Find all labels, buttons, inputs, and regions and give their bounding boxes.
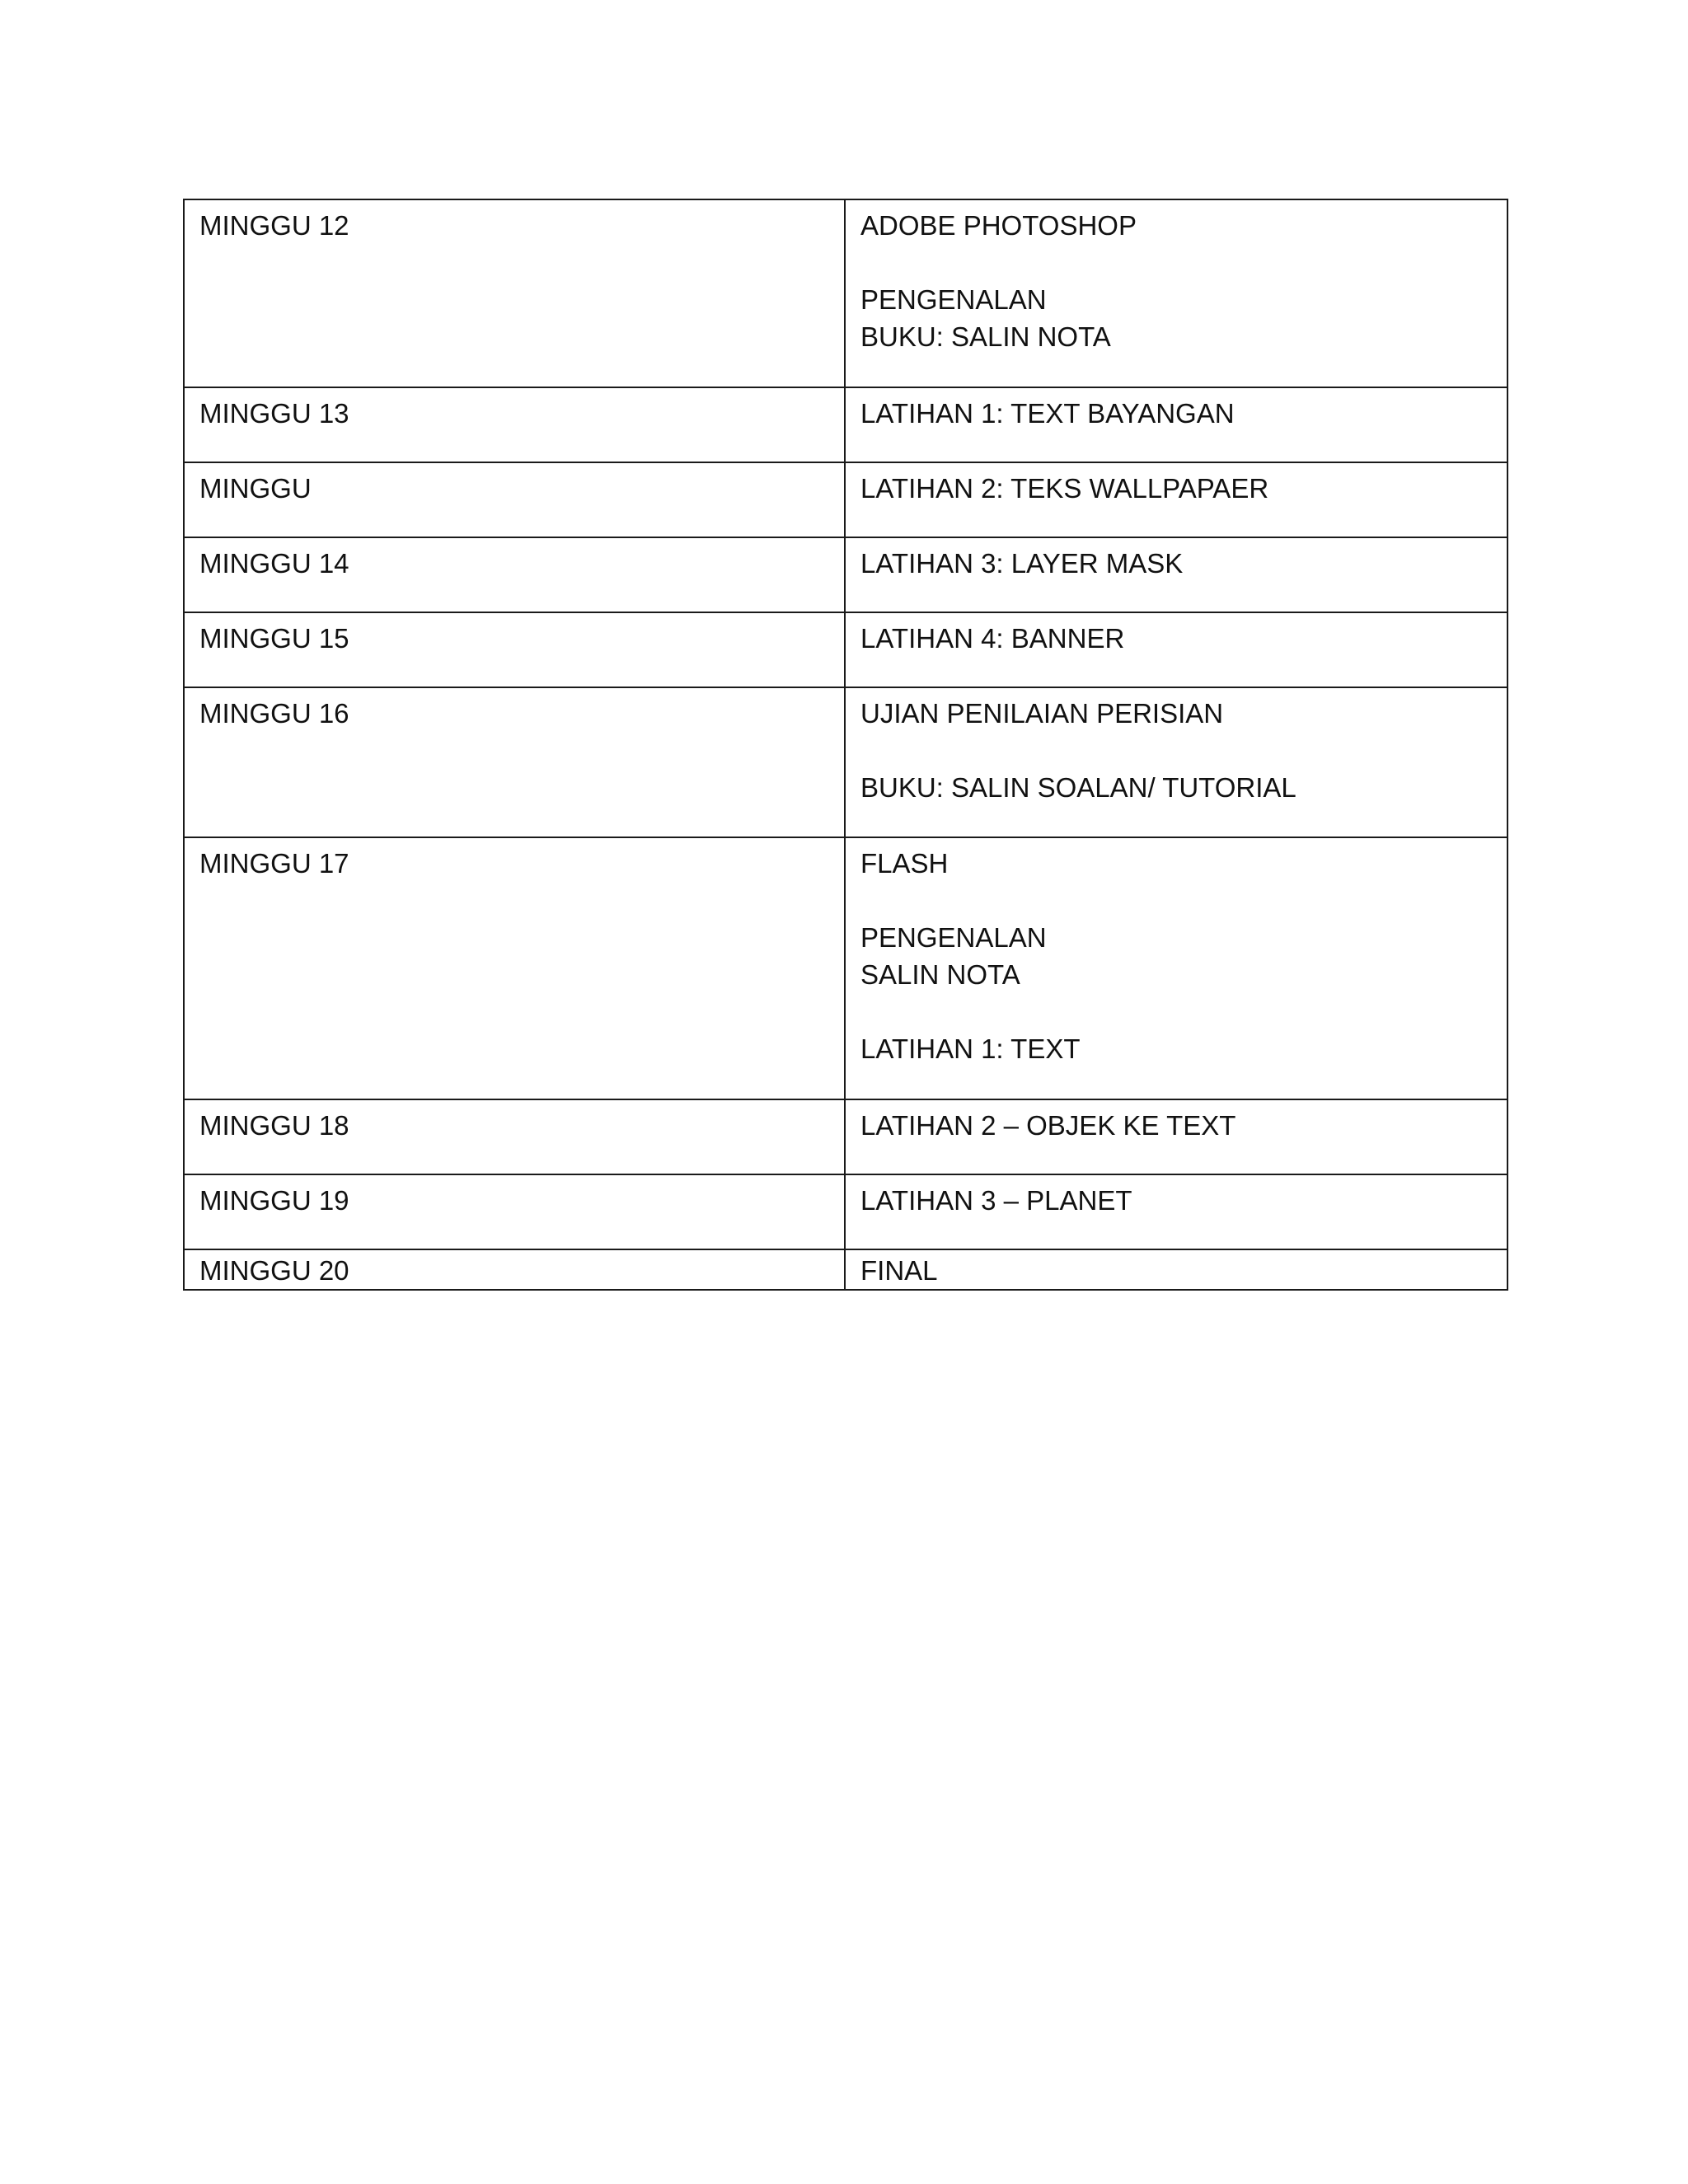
- topic-line: LATIHAN 1: TEXT BAYANGAN: [860, 398, 1235, 429]
- topic-line: SALIN NOTA: [860, 959, 1020, 990]
- topic-cell: [845, 612, 1507, 687]
- topic-line: PENGENALAN: [860, 284, 1047, 315]
- topic-line: BUKU: SALIN NOTA: [860, 321, 1111, 352]
- topic-line: LATIHAN 2 – OBJEK KE TEXT: [860, 1110, 1236, 1141]
- week-cell: [184, 1249, 845, 1290]
- table-row: [184, 1249, 1507, 1290]
- table-row: [184, 687, 1507, 837]
- table-row: [184, 537, 1507, 612]
- topic-line: LATIHAN 1: TEXT: [860, 1033, 1081, 1064]
- week-cell: [184, 687, 845, 837]
- schedule-table: [183, 199, 1508, 1291]
- topic-line: LATIHAN 4: BANNER: [860, 623, 1125, 654]
- topic-line: BUKU: SALIN SOALAN/ TUTORIAL: [860, 772, 1296, 803]
- week-label: MINGGU 12: [199, 210, 349, 241]
- table-row: [184, 1174, 1507, 1249]
- week-label: MINGGU 19: [199, 1185, 349, 1216]
- week-cell: [184, 199, 845, 387]
- week-cell: [184, 1099, 845, 1174]
- week-label: MINGGU 17: [199, 848, 349, 879]
- topic-cell: [845, 199, 1507, 387]
- topic-line: FLASH: [860, 848, 949, 879]
- topic-line: LATIHAN 3: LAYER MASK: [860, 548, 1184, 579]
- week-cell: [184, 462, 845, 537]
- topic-cell: [845, 1174, 1507, 1249]
- table-row: [184, 387, 1507, 462]
- week-cell: [184, 837, 845, 1099]
- week-label: MINGGU 15: [199, 623, 349, 654]
- week-label: MINGGU 20: [199, 1255, 349, 1286]
- table-row: [184, 837, 1507, 1099]
- topic-cell: [845, 387, 1507, 462]
- topic-line: ADOBE PHOTOSHOP: [860, 210, 1137, 241]
- topic-line: LATIHAN 3 – PLANET: [860, 1185, 1132, 1216]
- week-label: MINGGU: [199, 473, 312, 504]
- topic-cell: [845, 1099, 1507, 1174]
- week-label: MINGGU 18: [199, 1110, 349, 1141]
- table-row: [184, 612, 1507, 687]
- topic-line: PENGENALAN: [860, 922, 1047, 953]
- topic-cell: [845, 537, 1507, 612]
- table-row: [184, 199, 1507, 387]
- week-label: MINGGU 14: [199, 548, 349, 579]
- topic-cell: [845, 687, 1507, 837]
- week-label: MINGGU 16: [199, 698, 349, 729]
- week-cell: [184, 612, 845, 687]
- week-cell: [184, 387, 845, 462]
- table-row: [184, 1099, 1507, 1174]
- week-label: MINGGU 13: [199, 398, 349, 429]
- table-row: [184, 462, 1507, 537]
- topic-cell: [845, 1249, 1507, 1290]
- topic-line: LATIHAN 2: TEKS WALLPAPAER: [860, 473, 1269, 504]
- week-cell: [184, 537, 845, 612]
- topic-line: UJIAN PENILAIAN PERISIAN: [860, 698, 1224, 729]
- week-cell: [184, 1174, 845, 1249]
- topic-cell: [845, 837, 1507, 1099]
- topic-line: FINAL: [860, 1255, 938, 1286]
- topic-cell: [845, 462, 1507, 537]
